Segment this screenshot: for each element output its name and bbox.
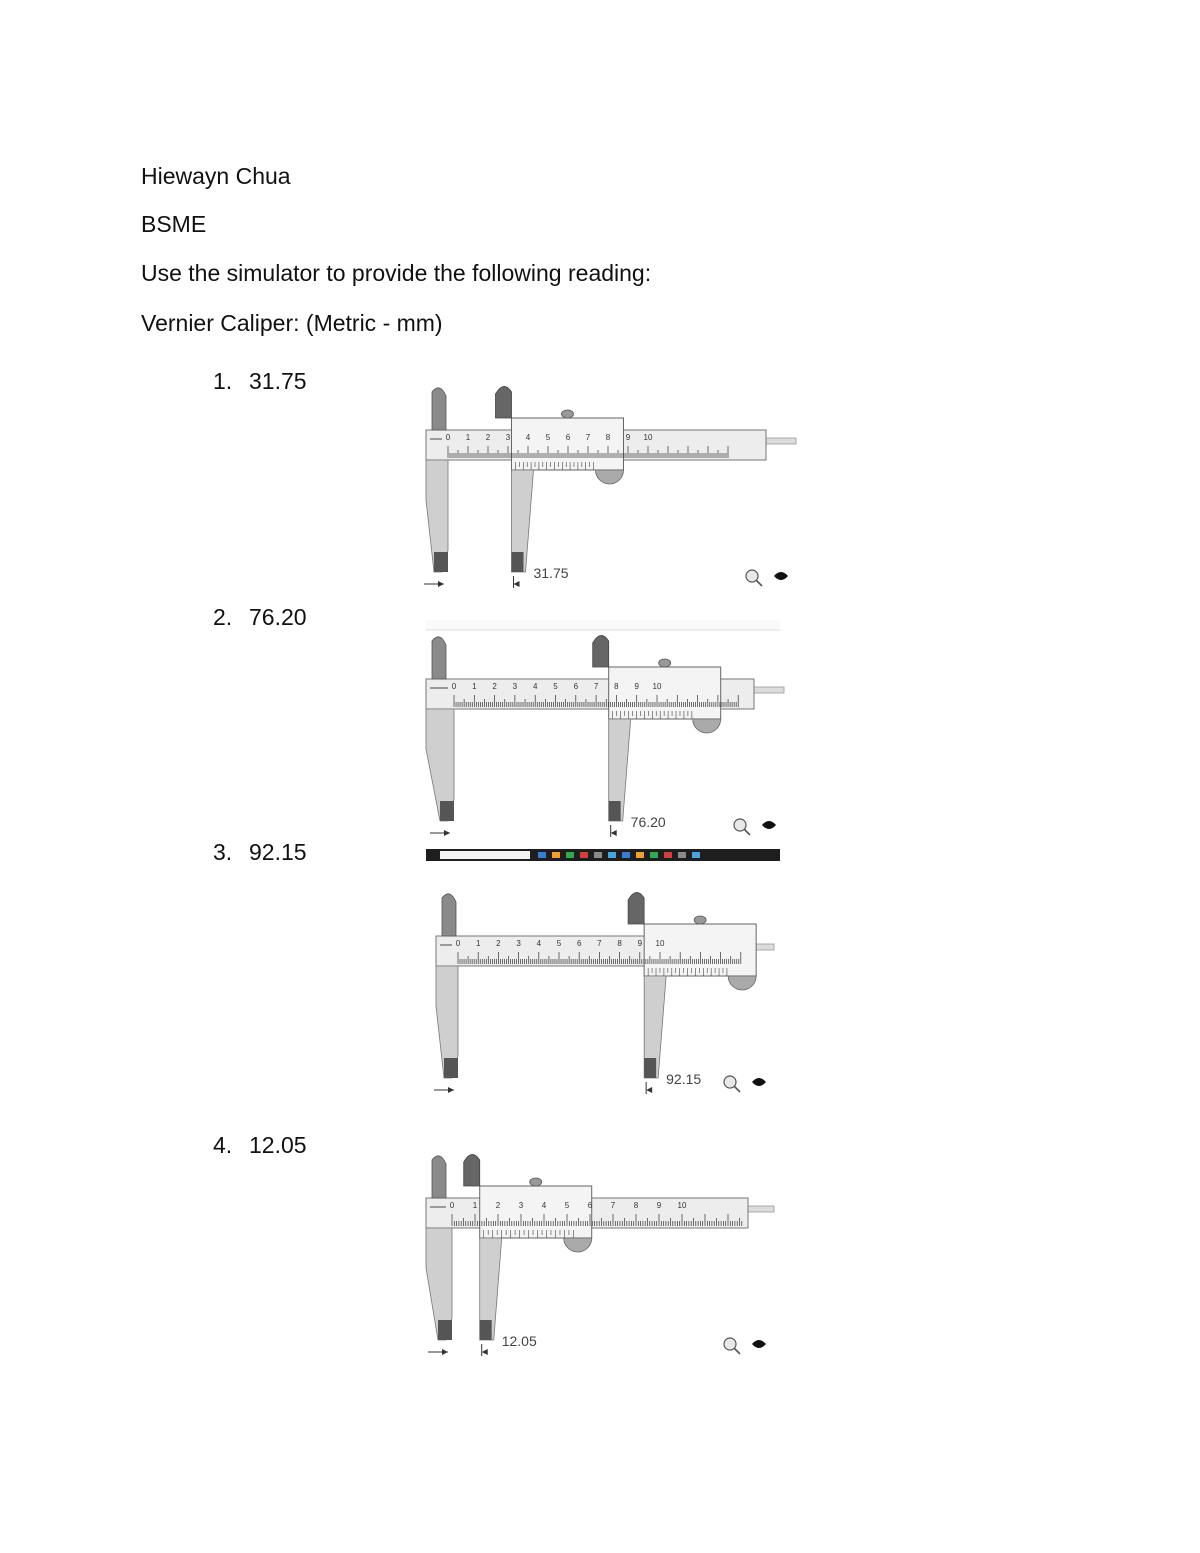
caliper-screenshot-1 [418, 380, 800, 581]
vernier-slider [644, 924, 756, 976]
caliper-group [424, 386, 796, 588]
reading-item-3 [213, 839, 307, 866]
main-scale-label: 5 [556, 939, 562, 948]
taskbar-app-icon [692, 852, 700, 858]
main-scale-label: 6 [573, 682, 579, 691]
main-scale-label: 1 [472, 682, 477, 691]
main-scale-label: 6 [587, 1201, 593, 1210]
taskbar-app-icon [608, 852, 616, 858]
main-scale-label: 4 [536, 939, 542, 948]
main-scale-label: 9 [625, 433, 631, 442]
main-scale-label: 0 [445, 433, 451, 442]
magnifier-handle [756, 580, 762, 586]
main-scale-label: 5 [553, 682, 558, 691]
reading-value: 76.20 [249, 604, 307, 630]
brand-mark [430, 1206, 446, 1208]
left-arrow-head [448, 1087, 454, 1093]
readout-label: 31.75 [533, 565, 569, 581]
left-arrow-head [438, 581, 444, 587]
list-number: 3. [213, 839, 233, 865]
main-scale-label: 2 [485, 433, 491, 442]
caliper-screenshot-3 [428, 886, 778, 1087]
fixed-jaw-tip [434, 552, 448, 572]
list-number: 2. [213, 604, 233, 630]
right-arrow-head [646, 1087, 652, 1093]
main-scale-label: 4 [532, 682, 538, 691]
reading-value: 31.75 [249, 368, 307, 394]
taskbar-app-icon [566, 852, 574, 858]
right-arrow-head [482, 1349, 488, 1355]
fixed-jaw-tip [438, 1320, 452, 1340]
list-number: 1. [213, 368, 233, 394]
reading-value: 92.15 [249, 839, 307, 865]
left-arrow-head [444, 830, 450, 836]
main-scale-label: 7 [610, 1201, 616, 1210]
lock-screw [562, 410, 574, 418]
caliper-screenshot-4 [418, 1148, 778, 1349]
taskbar-search [440, 851, 530, 859]
vernier-slider [609, 667, 721, 719]
reading-item-4 [213, 1132, 307, 1159]
main-scale-label: 10 [655, 939, 665, 948]
main-scale-label: 9 [656, 1201, 662, 1210]
main-scale-label: 3 [512, 682, 518, 691]
sliding-upper-jaw [628, 892, 644, 924]
section-subtitle: Vernier Caliper: (Metric - mm) [141, 310, 443, 336]
main-scale-label: 4 [525, 433, 531, 442]
brand-mark [440, 944, 452, 946]
thumb-wheel [596, 470, 624, 484]
caliper-drawing [418, 380, 800, 581]
main-scale-label: 2 [492, 682, 497, 691]
thumb-wheel [564, 1238, 592, 1252]
main-scale-label: 10 [643, 433, 653, 442]
caliper-drawing [428, 886, 778, 1087]
main-scale-label: 8 [614, 682, 619, 691]
main-scale-label: 1 [465, 433, 471, 442]
caliper-screenshot-2 [418, 614, 788, 830]
depth-rod [766, 438, 796, 444]
readout-label: 92.15 [666, 1071, 702, 1087]
magnifier-handle [734, 1348, 740, 1354]
eye-icon [752, 1078, 766, 1086]
taskbar-app-icon [594, 852, 602, 858]
fixed-upper-jaw [432, 388, 446, 430]
thumb-wheel [693, 719, 721, 733]
caliper-drawing [418, 614, 788, 830]
lock-screw [659, 659, 671, 667]
eye-icon [774, 572, 788, 580]
main-scale-label: 8 [633, 1201, 639, 1210]
main-scale-label: 3 [505, 433, 511, 442]
main-scale-label: 6 [565, 433, 571, 442]
main-scale-label: 2 [496, 939, 501, 948]
main-scale-label: 3 [518, 1201, 524, 1210]
reading-value: 12.05 [249, 1132, 307, 1158]
sliding-upper-jaw [464, 1154, 480, 1186]
vernier-slider [512, 418, 624, 470]
taskbar-app-icon [664, 852, 672, 858]
taskbar-app-icon [636, 852, 644, 858]
taskbar-app-icon [650, 852, 658, 858]
caliper-group [434, 892, 774, 1094]
list-number: 4. [213, 1132, 233, 1158]
sliding-jaw-tip [609, 801, 621, 821]
caliper-group [426, 1154, 774, 1356]
main-scale-label: 1 [475, 939, 481, 948]
readout-label: 12.05 [501, 1333, 537, 1349]
taskbar-app-icon [678, 852, 686, 858]
main-scale-label: 2 [495, 1201, 501, 1210]
author-name: Hiewayn Chua [141, 163, 291, 189]
caliper-drawing [418, 1148, 778, 1349]
lock-screw [694, 916, 706, 924]
main-scale-label: 1 [472, 1201, 478, 1210]
window-title-strip [426, 620, 780, 630]
magnifier-handle [744, 829, 750, 835]
main-scale-label: 7 [597, 939, 602, 948]
caliper-group [426, 620, 784, 861]
reading-item-1 [213, 368, 307, 395]
fixed-jaw-tip [444, 1058, 458, 1078]
main-scale-label: 7 [585, 433, 591, 442]
taskbar-app-icon [580, 852, 588, 858]
instruction-text: Use the simulator to provide the following reading: [141, 260, 652, 286]
left-arrow-head [442, 1349, 448, 1355]
eye-icon [752, 1340, 766, 1348]
sliding-jaw-tip [512, 552, 524, 572]
magnifier-handle [734, 1086, 740, 1092]
reading-item-2 [213, 604, 307, 631]
main-scale-label: 0 [449, 1201, 455, 1210]
main-scale-label: 8 [617, 939, 622, 948]
vernier-slider [480, 1186, 592, 1238]
brand-mark [430, 687, 448, 689]
right-arrow-head [611, 830, 617, 836]
sliding-upper-jaw [496, 386, 512, 418]
readout-label: 76.20 [630, 814, 666, 830]
lock-screw [530, 1178, 542, 1186]
depth-rod [748, 1206, 774, 1212]
main-scale-label: 7 [593, 682, 599, 691]
main-scale-label: 0 [451, 682, 457, 691]
taskbar-app-icon [538, 852, 546, 858]
main-scale-label: 8 [605, 433, 611, 442]
eye-icon [762, 821, 776, 829]
sliding-jaw-tip [480, 1320, 492, 1340]
taskbar-app-icon [622, 852, 630, 858]
sliding-upper-jaw [593, 635, 609, 667]
sliding-jaw-tip [644, 1058, 656, 1078]
brand-mark [430, 438, 442, 440]
thumb-wheel [728, 976, 756, 990]
fixed-upper-jaw [442, 894, 456, 936]
main-scale-label: 10 [652, 682, 662, 691]
fixed-jaw-tip [440, 801, 454, 821]
program-label: BSME [141, 211, 207, 237]
depth-rod [754, 687, 784, 693]
right-arrow-head [514, 581, 520, 587]
main-scale-label: 9 [637, 939, 643, 948]
main-scale-label: 6 [576, 939, 582, 948]
main-scale-label: 5 [564, 1201, 570, 1210]
fixed-upper-jaw [432, 1156, 446, 1198]
main-scale-label: 5 [545, 433, 551, 442]
main-scale-label: 9 [634, 682, 639, 691]
fixed-upper-jaw [432, 637, 446, 679]
main-scale-label: 4 [541, 1201, 547, 1210]
taskbar-app-icon [552, 852, 560, 858]
main-scale-label: 10 [677, 1201, 687, 1210]
main-scale-label: 3 [516, 939, 521, 948]
main-scale-label: 0 [455, 939, 461, 948]
